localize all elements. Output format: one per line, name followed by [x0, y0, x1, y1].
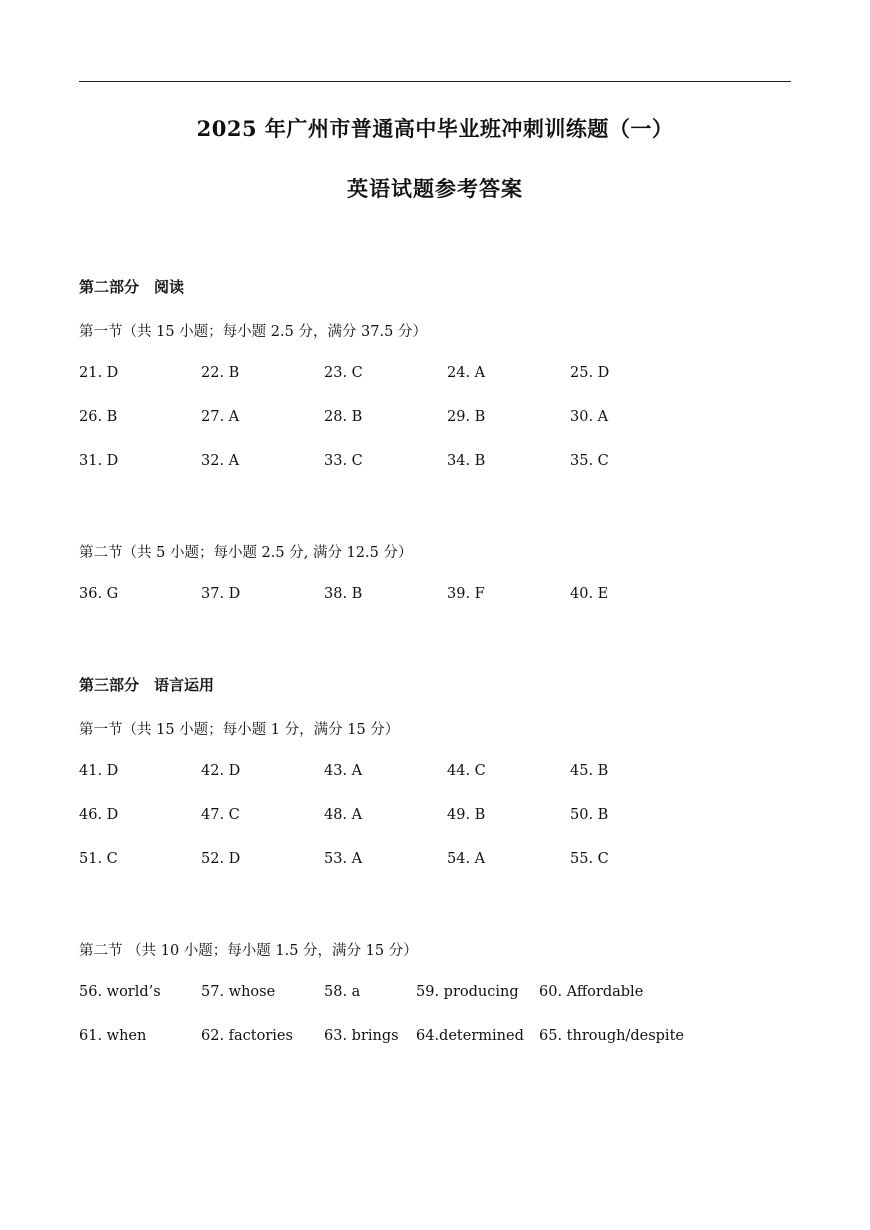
- answer-item: 61. when: [79, 1028, 147, 1044]
- part2-section2-heading: 第二节（共 5 小题；每小题 2.5 分, 满分 12.5 分）: [79, 545, 413, 561]
- page-subtitle: 英语试题参考答案: [347, 176, 523, 201]
- answer-item: 31. D: [79, 453, 119, 469]
- answer-item: 63. brings: [324, 1028, 399, 1044]
- answer-item: 58. a: [324, 984, 361, 1000]
- answer-item: 49. B: [447, 807, 486, 823]
- answer-item: 44. C: [447, 763, 486, 779]
- answer-item: 21. D: [79, 365, 119, 381]
- answer-item: 30. A: [570, 409, 609, 425]
- answer-item: 24. A: [447, 365, 486, 381]
- answer-item: 28. B: [324, 409, 363, 425]
- answer-item: 39. F: [447, 586, 485, 602]
- answer-item: 33. C: [324, 453, 363, 469]
- part3-heading: 第三部分 语言运用: [79, 676, 215, 694]
- answer-item: 23. C: [324, 365, 363, 381]
- part3-section1-heading: 第一节（共 15 小题；每小题 1 分，满分 15 分）: [79, 722, 400, 738]
- answer-item: 48. A: [324, 807, 363, 823]
- answer-item: 26. B: [79, 409, 118, 425]
- answer-item: 35. C: [570, 453, 609, 469]
- answer-item: 43. A: [324, 763, 363, 779]
- answer-item: 47. C: [201, 807, 240, 823]
- answer-item: 57. whose: [201, 984, 276, 1000]
- answer-item: 53. A: [324, 851, 363, 867]
- answer-item: 32. A: [201, 453, 240, 469]
- answer-row: [79, 984, 791, 1004]
- answer-item: 59. producing: [416, 984, 519, 1000]
- answer-item: 52. D: [201, 851, 241, 867]
- answer-row: [79, 807, 791, 827]
- answer-item: 54. A: [447, 851, 486, 867]
- answer-item: 40. E: [570, 586, 609, 602]
- answer-item: 51. C: [79, 851, 118, 867]
- answer-item: 50. B: [570, 807, 609, 823]
- answer-item: 37. D: [201, 586, 241, 602]
- answer-item: 42. D: [201, 763, 241, 779]
- answer-item: 64.determined: [416, 1028, 524, 1044]
- answer-item: 22. B: [201, 365, 240, 381]
- answer-item: 56. world’s: [79, 984, 161, 1000]
- part2-heading: 第二部分 阅读: [79, 278, 185, 296]
- answer-row: [79, 453, 791, 473]
- answer-row: [79, 763, 791, 783]
- answer-item: 46. D: [79, 807, 119, 823]
- part3-section2-heading: 第二节 （共 10 小题；每小题 1.5 分，满分 15 分）: [79, 943, 418, 959]
- page-title: 2025 年广州市普通高中毕业班冲刺训练题（一）: [196, 116, 674, 141]
- header-rule: [79, 81, 791, 82]
- answer-item: 60. Affordable: [539, 984, 644, 1000]
- part2-section1-heading: 第一节（共 15 小题；每小题 2.5 分，满分 37.5 分）: [79, 324, 427, 340]
- answer-item: 55. C: [570, 851, 609, 867]
- answer-item: 65. through/despite: [539, 1028, 684, 1044]
- answer-row: [79, 851, 791, 871]
- answer-row: [79, 586, 791, 606]
- answer-row: [79, 1028, 791, 1048]
- answer-item: 36. G: [79, 586, 119, 602]
- answer-item: 25. D: [570, 365, 610, 381]
- answer-item: 34. B: [447, 453, 486, 469]
- answer-item: 62. factories: [201, 1028, 293, 1044]
- answer-row: [79, 409, 791, 429]
- answer-row: [79, 365, 791, 385]
- answer-item: 38. B: [324, 586, 363, 602]
- answer-item: 41. D: [79, 763, 119, 779]
- answer-item: 45. B: [570, 763, 609, 779]
- answer-item: 27. A: [201, 409, 240, 425]
- answer-item: 29. B: [447, 409, 486, 425]
